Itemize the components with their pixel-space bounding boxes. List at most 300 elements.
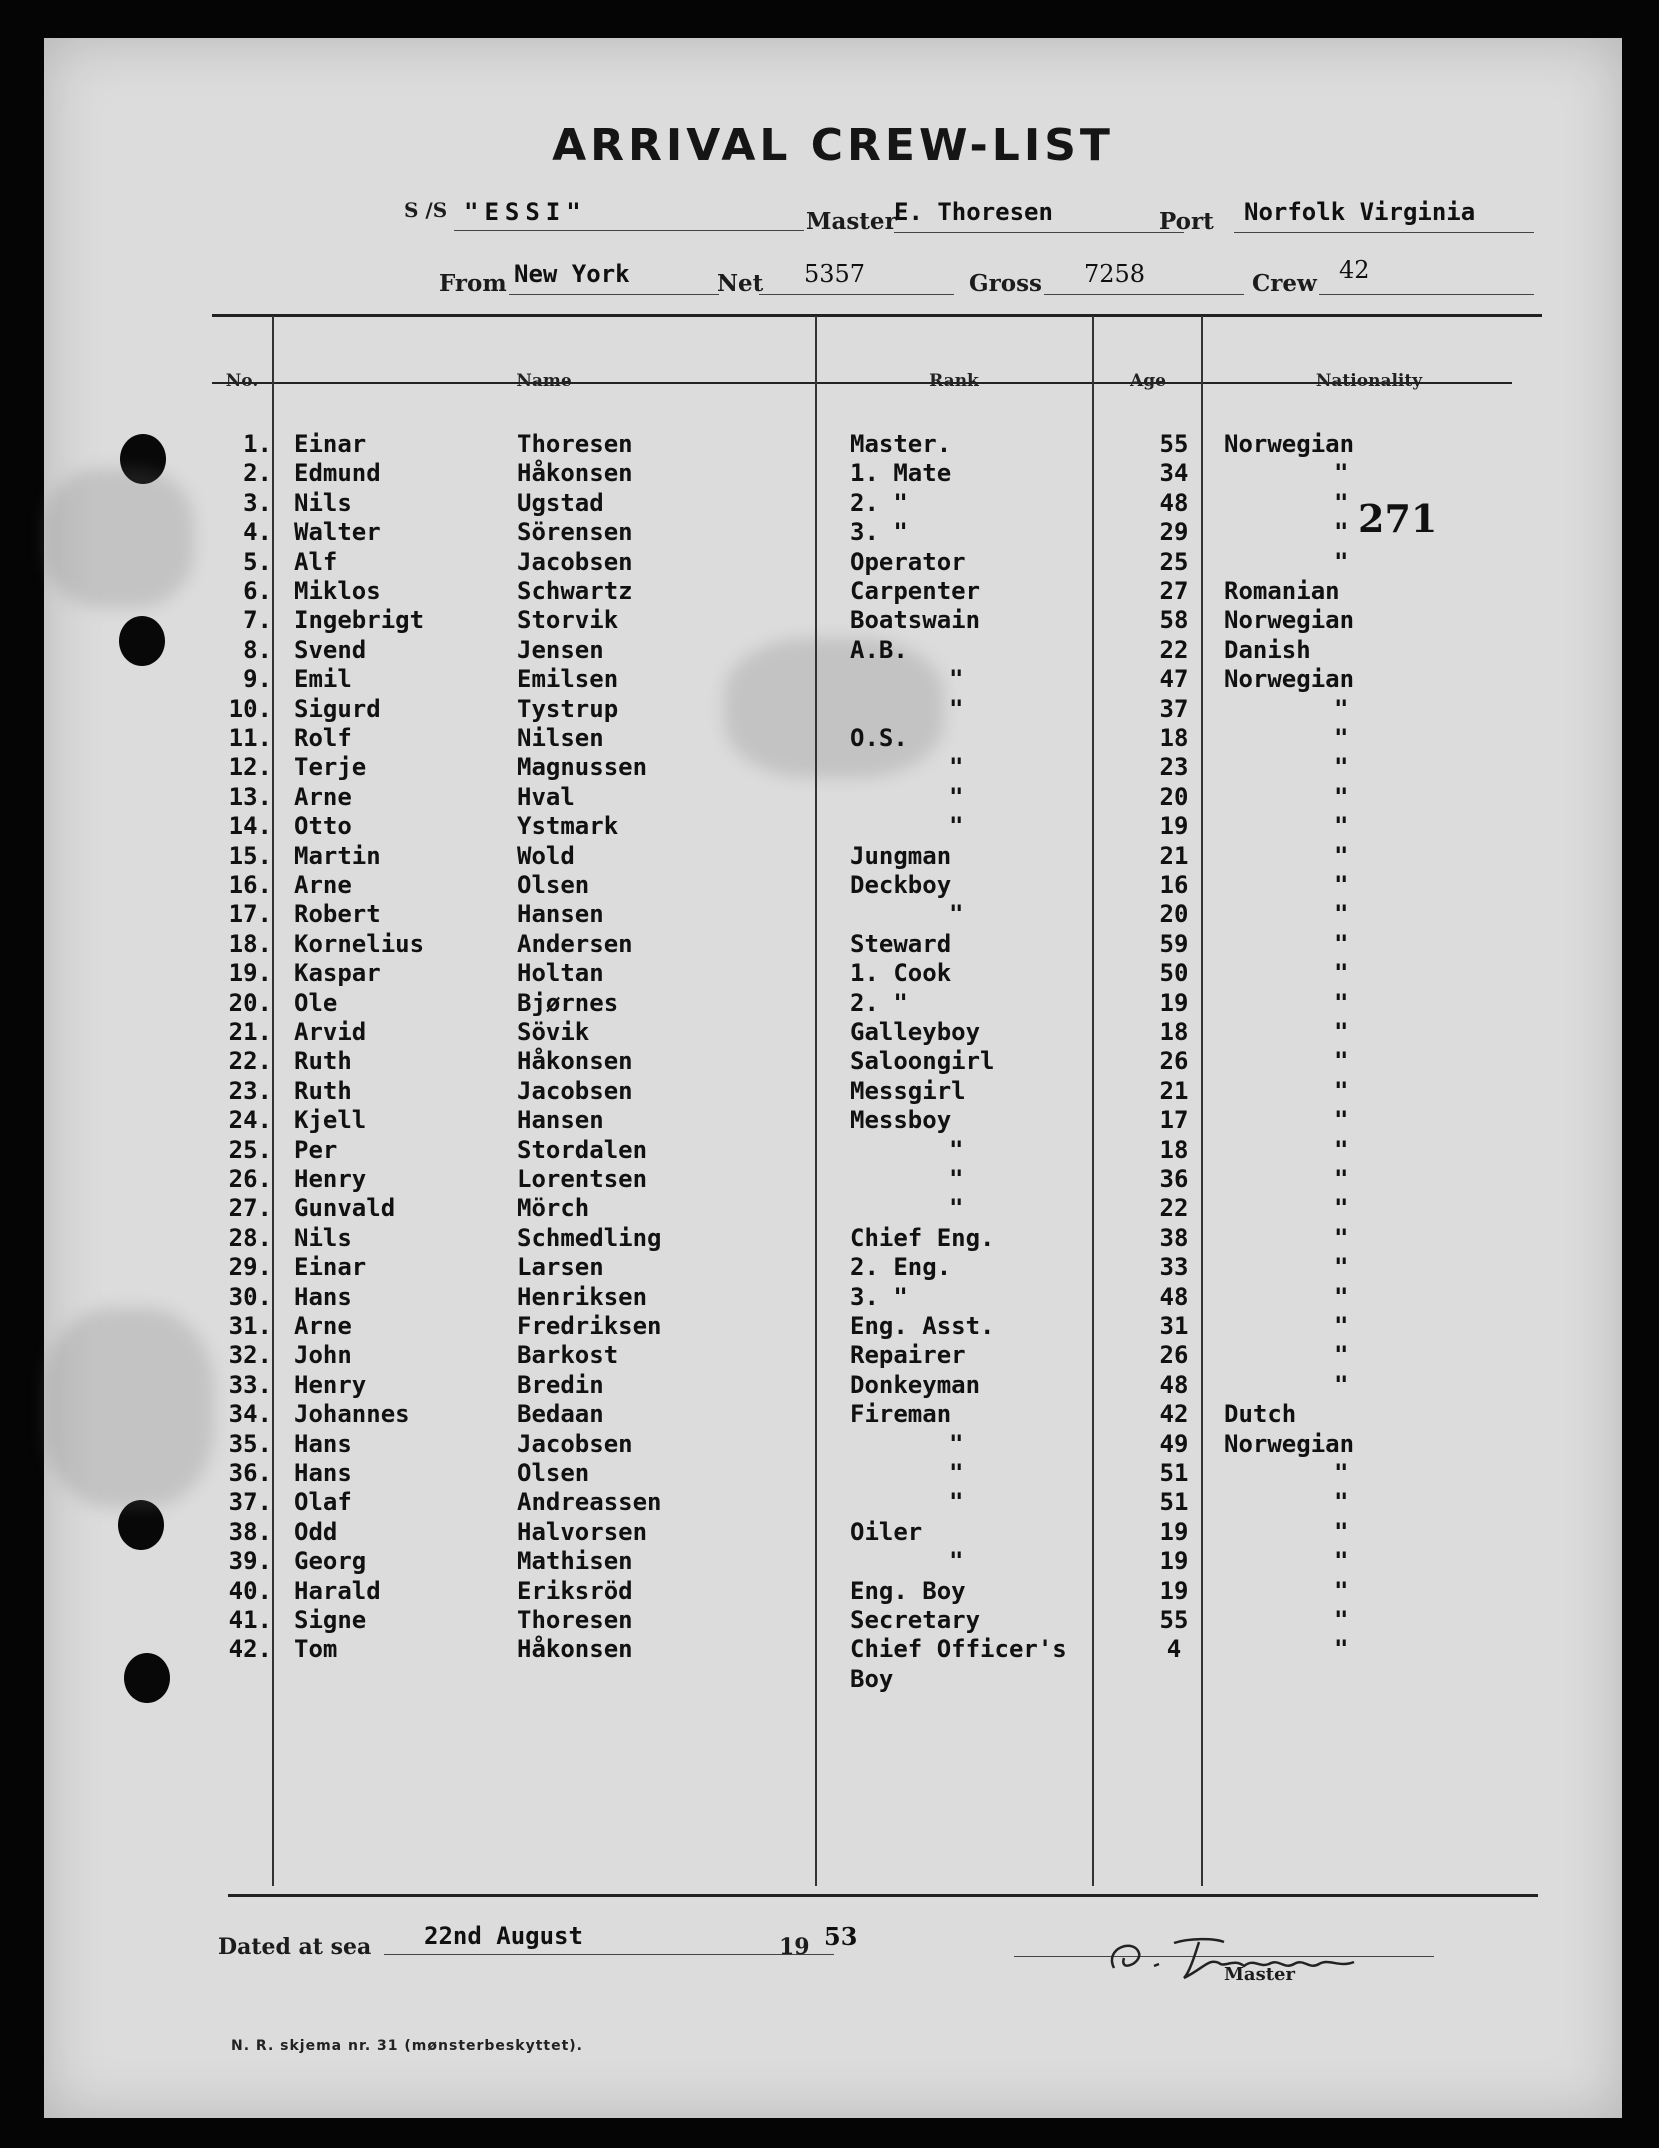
crew-no: 16.	[228, 871, 272, 899]
table-row	[44, 1136, 1622, 1165]
crew-first-name: Edmund	[294, 459, 381, 488]
crew-no: 23.	[228, 1076, 272, 1105]
crew-nationality: "	[1334, 1459, 1349, 1487]
table-row	[44, 842, 1622, 871]
crew-rank: 1. Mate	[850, 459, 952, 488]
crew-rank: O.S.	[850, 724, 908, 752]
crew-nationality: "	[1334, 724, 1349, 752]
crew-rank: 3. "	[850, 1282, 908, 1311]
crew-rank: Fireman	[850, 1400, 952, 1429]
crew-nationality: "	[1334, 1106, 1349, 1135]
crew-age: 29	[1159, 518, 1189, 547]
crew-nationality: "	[1334, 1576, 1349, 1605]
crew-rank: "	[949, 1488, 964, 1517]
crew-first-name: Georg	[294, 1547, 367, 1576]
crew-nationality: "	[1334, 1547, 1349, 1576]
crew-label: Crew	[1252, 270, 1317, 297]
crew-first-name: Arne	[294, 782, 352, 811]
crew-nationality: Danish	[1224, 635, 1311, 664]
crew-age: 23	[1159, 753, 1189, 782]
crew-first-name: Martin	[294, 841, 381, 870]
crew-last-name: Magnussen	[517, 753, 648, 782]
dated-underline	[384, 1954, 834, 1955]
table-row	[44, 1077, 1622, 1106]
table-row	[44, 1371, 1622, 1400]
master-label: Master	[806, 208, 897, 235]
crew-nationality: Norwegian	[1224, 665, 1355, 694]
table-row	[44, 1312, 1622, 1341]
crew-first-name: Hans	[294, 1429, 352, 1458]
crew-age: 18	[1159, 1135, 1189, 1164]
crew-first-name: Arvid	[294, 1018, 367, 1046]
crew-first-name: Rolf	[294, 724, 352, 752]
crew-age: 31	[1159, 1312, 1189, 1340]
crew-nationality: Norwegian	[1224, 430, 1355, 458]
crew-no: 13.	[228, 782, 272, 811]
from-label: From	[439, 270, 507, 297]
crew-last-name: Bredin	[517, 1370, 604, 1399]
table-row	[44, 430, 1622, 459]
crew-rank: Steward	[850, 929, 952, 958]
table-row	[44, 459, 1622, 488]
crew-age: 36	[1159, 1165, 1189, 1193]
crew-no: 39.	[228, 1547, 272, 1576]
crew-age: 48	[1159, 1282, 1189, 1311]
crew-rank: Messgirl	[850, 1076, 966, 1105]
crew-last-name: Lorentsen	[517, 1165, 648, 1193]
crew-last-name: Barkost	[517, 1341, 619, 1370]
crew-age: 20	[1159, 782, 1189, 811]
crew-rank-continuation: Boy	[850, 1664, 894, 1693]
master-sign-label: Master	[1224, 1964, 1295, 1985]
crew-no: 27.	[228, 1194, 272, 1223]
crew-rank: Chief Officer's	[850, 1635, 1067, 1664]
crew-nationality: "	[1334, 753, 1349, 782]
port-label: Port	[1159, 208, 1214, 235]
crew-nationality: "	[1334, 1606, 1349, 1634]
crew-first-name: Harald	[294, 1576, 381, 1605]
crew-no: 28.	[228, 1223, 272, 1252]
crew-rank: "	[949, 1194, 964, 1223]
crew-rank: Eng. Boy	[850, 1576, 966, 1605]
crew-rank: Deckboy	[850, 871, 952, 899]
crew-nationality: "	[1334, 518, 1349, 547]
crew-no: 18.	[228, 929, 272, 958]
table-row	[44, 636, 1622, 665]
form-footer: N. R. skjema nr. 31 (mønsterbeskyttet).	[231, 2038, 583, 2054]
crew-no: 11.	[228, 724, 272, 752]
crew-age: 55	[1159, 430, 1189, 458]
table-row	[44, 606, 1622, 635]
crew-no: 29.	[228, 1253, 272, 1282]
crew-age: 19	[1159, 988, 1189, 1017]
crew-no: 5.	[243, 547, 272, 576]
crew-rank: "	[949, 665, 964, 694]
crew-last-name: Andreassen	[517, 1488, 662, 1517]
table-top-rule	[212, 314, 1542, 317]
crew-last-name: Olsen	[517, 871, 590, 899]
crew-last-name: Jacobsen	[517, 547, 633, 576]
crew-nationality: "	[1334, 812, 1349, 841]
crew-last-name: Hval	[517, 782, 575, 811]
crew-age: 18	[1159, 724, 1189, 752]
crew-first-name: Signe	[294, 1606, 367, 1634]
table-row	[44, 1400, 1622, 1429]
crew-nationality: "	[1334, 1635, 1349, 1664]
crew-rank: Chief Eng.	[850, 1223, 995, 1252]
crew-age: 25	[1159, 547, 1189, 576]
crew-last-name: Andersen	[517, 929, 633, 958]
crew-nationality: Norwegian	[1224, 606, 1355, 635]
gross-value: 7258	[1084, 260, 1146, 288]
crew-last-name: Larsen	[517, 1253, 604, 1282]
crew-nationality: "	[1334, 1370, 1349, 1399]
crew-last-name: Bedaan	[517, 1400, 604, 1429]
crew-nationality: "	[1334, 1018, 1349, 1046]
crew-first-name: Nils	[294, 1223, 352, 1252]
crew-rank: "	[949, 900, 964, 929]
crew-age: 51	[1159, 1459, 1189, 1487]
crew-nationality: "	[1334, 929, 1349, 958]
crew-rank: 2. Eng.	[850, 1253, 952, 1282]
crew-nationality: "	[1334, 1047, 1349, 1076]
crew-rank: Messboy	[850, 1106, 952, 1135]
gross-underline	[1044, 294, 1244, 295]
crew-no: 37.	[228, 1488, 272, 1517]
crew-nationality: "	[1334, 1135, 1349, 1164]
crew-first-name: Terje	[294, 753, 367, 782]
crew-first-name: Arne	[294, 1312, 352, 1340]
table-row	[44, 724, 1622, 753]
crew-nationality: "	[1334, 871, 1349, 899]
crew-rank: 3. "	[850, 518, 908, 547]
crew-rank: "	[949, 1135, 964, 1164]
crew-first-name: Nils	[294, 488, 352, 517]
table-row	[44, 1547, 1622, 1576]
crew-rank: 2. "	[850, 488, 908, 517]
crew-no: 10.	[228, 694, 272, 723]
header-rank: Rank	[929, 371, 979, 391]
stamp-number: 271	[1358, 496, 1438, 541]
crew-age: 50	[1159, 959, 1189, 988]
crew-age: 48	[1159, 1370, 1189, 1399]
crew-last-name: Håkonsen	[517, 459, 633, 488]
table-row	[44, 548, 1622, 577]
crew-age: 4	[1166, 1635, 1182, 1664]
crew-last-name: Emilsen	[517, 665, 619, 694]
crew-rank: Saloongirl	[850, 1047, 995, 1076]
crew-no: 34.	[228, 1400, 272, 1429]
crew-first-name: Kjell	[294, 1106, 367, 1135]
table-row	[44, 1635, 1622, 1664]
crew-first-name: Per	[294, 1135, 338, 1164]
master-value: E. Thoresen	[894, 198, 1053, 226]
dated-label: Dated at sea	[218, 1934, 372, 1960]
crew-first-name: Otto	[294, 812, 352, 841]
crew-age: 59	[1159, 929, 1189, 958]
crew-last-name: Olsen	[517, 1459, 590, 1487]
crew-no: 7.	[243, 606, 272, 635]
crew-last-name: Fredriksen	[517, 1312, 662, 1340]
crew-last-name: Jacobsen	[517, 1429, 633, 1458]
header-nationality: Nationality	[1315, 371, 1423, 391]
crew-age: 22	[1159, 635, 1189, 664]
crew-age: 27	[1159, 577, 1189, 605]
crew-first-name: Hans	[294, 1282, 352, 1311]
table-row	[44, 871, 1622, 900]
crew-last-name: Schwartz	[517, 577, 633, 605]
crew-no: 19.	[228, 959, 272, 988]
ship-name: "ESSI"	[464, 198, 587, 226]
crew-last-name: Stordalen	[517, 1135, 648, 1164]
crew-first-name: Tom	[294, 1635, 338, 1664]
crew-age: 58	[1159, 606, 1189, 635]
crew-last-name: Henriksen	[517, 1282, 648, 1311]
crew-last-name: Sörensen	[517, 518, 633, 547]
crew-last-name: Jacobsen	[517, 1076, 633, 1105]
crew-age: 48	[1159, 488, 1189, 517]
crew-last-name: Eriksröd	[517, 1576, 633, 1605]
crew-first-name: Svend	[294, 635, 367, 664]
header-age: Age	[1130, 371, 1166, 391]
table-row	[44, 1459, 1622, 1488]
crew-nationality: "	[1334, 547, 1349, 576]
crew-age: 21	[1159, 841, 1189, 870]
crew-rank: "	[949, 812, 964, 841]
crew-last-name: Schmedling	[517, 1223, 662, 1252]
table-row	[44, 1577, 1622, 1606]
crew-no: 17.	[228, 900, 272, 929]
crew-nationality: "	[1334, 1282, 1349, 1311]
crew-last-name: Storvik	[517, 606, 619, 635]
table-row	[44, 900, 1622, 929]
year-prefix: 19	[779, 1934, 810, 1960]
table-row	[44, 1018, 1622, 1047]
crew-first-name: Einar	[294, 1253, 367, 1282]
crew-last-name: Håkonsen	[517, 1047, 633, 1076]
crew-first-name: Hans	[294, 1459, 352, 1487]
crew-last-name: Mathisen	[517, 1547, 633, 1576]
crew-age: 19	[1159, 1576, 1189, 1605]
header-no: No.	[225, 371, 259, 391]
crew-last-name: Thoresen	[517, 430, 633, 458]
crew-no: 8.	[243, 635, 272, 664]
crew-rank: Eng. Asst.	[850, 1312, 995, 1340]
crew-no: 30.	[228, 1282, 272, 1311]
crew-nationality: Romanian	[1224, 577, 1340, 605]
table-row	[44, 959, 1622, 988]
crew-first-name: Olaf	[294, 1488, 352, 1517]
crew-nationality: "	[1334, 459, 1349, 488]
crew-nationality: "	[1334, 1341, 1349, 1370]
crew-nationality: "	[1334, 841, 1349, 870]
crew-age: 18	[1159, 1018, 1189, 1046]
crew-last-name: Hansen	[517, 1106, 604, 1135]
crew-no: 40.	[228, 1576, 272, 1605]
crew-age: 19	[1159, 1517, 1189, 1546]
crew-last-name: Nilsen	[517, 724, 604, 752]
crew-rank: Master.	[850, 430, 952, 458]
crew-rank: "	[949, 1165, 964, 1193]
crew-nationality: "	[1334, 1312, 1349, 1340]
crew-first-name: Walter	[294, 518, 381, 547]
crew-rank: A.B.	[850, 635, 908, 664]
crew-last-name: Thoresen	[517, 1606, 633, 1634]
crew-age: 19	[1159, 812, 1189, 841]
crew-nationality: "	[1334, 488, 1349, 517]
crew-rank: Boatswain	[850, 606, 981, 635]
crew-nationality: "	[1334, 1223, 1349, 1252]
crew-nationality: "	[1334, 959, 1349, 988]
document-title: ARRIVAL CREW-LIST	[552, 120, 1114, 171]
table-row	[44, 1606, 1622, 1635]
crew-nationality: "	[1334, 782, 1349, 811]
ship-prefix-label: S /S	[404, 198, 448, 222]
crew-last-name: Sövik	[517, 1018, 590, 1046]
table-row	[44, 1194, 1622, 1223]
table-row	[44, 1165, 1622, 1194]
table-row	[44, 1253, 1622, 1282]
table-row	[44, 1283, 1622, 1312]
crew-rank: 2. "	[850, 988, 908, 1017]
crew-first-name: Ruth	[294, 1076, 352, 1105]
crew-first-name: Gunvald	[294, 1194, 396, 1223]
crew-last-name: Wold	[517, 841, 575, 870]
ship-underline	[454, 230, 804, 231]
year-suffix: 53	[824, 1922, 858, 1951]
master-underline	[894, 232, 1184, 233]
crew-age: 38	[1159, 1223, 1189, 1252]
table-row	[44, 812, 1622, 841]
crew-age: 42	[1159, 1400, 1189, 1429]
crew-no: 20.	[228, 988, 272, 1017]
crew-age: 21	[1159, 1076, 1189, 1105]
table-row	[44, 783, 1622, 812]
crew-first-name: Kornelius	[294, 929, 425, 958]
crew-nationality: "	[1334, 900, 1349, 929]
crew-rank: "	[949, 1429, 964, 1458]
crew-rank: Oiler	[850, 1517, 923, 1546]
crew-rank: Repairer	[850, 1341, 966, 1370]
crew-value: 42	[1339, 256, 1370, 284]
crew-age: 55	[1159, 1606, 1189, 1634]
crew-age: 51	[1159, 1488, 1189, 1517]
crew-age: 16	[1159, 871, 1189, 899]
port-value: Norfolk Virginia	[1244, 198, 1476, 226]
table-bottom-rule	[228, 1894, 1538, 1897]
table-row	[44, 577, 1622, 606]
crew-first-name: Henry	[294, 1165, 367, 1193]
crew-first-name: Miklos	[294, 577, 381, 605]
crew-rank: "	[949, 753, 964, 782]
crew-rank: Operator	[850, 547, 966, 576]
crew-rank: Galleyboy	[850, 1018, 981, 1046]
net-label: Net	[717, 270, 764, 297]
port-underline	[1234, 232, 1534, 233]
crew-no: 15.	[228, 841, 272, 870]
crew-no: 31.	[228, 1312, 272, 1340]
crew-first-name: Henry	[294, 1370, 367, 1399]
crew-rank: "	[949, 694, 964, 723]
crew-nationality: "	[1334, 988, 1349, 1017]
crew-underline	[1319, 294, 1534, 295]
crew-first-name: Einar	[294, 430, 367, 458]
crew-nationality: "	[1334, 1165, 1349, 1193]
crew-last-name: Tystrup	[517, 694, 619, 723]
crew-first-name: Sigurd	[294, 694, 381, 723]
table-row	[44, 1224, 1622, 1253]
crew-age: 49	[1159, 1429, 1189, 1458]
crew-first-name: Robert	[294, 900, 381, 929]
crew-age: 20	[1159, 900, 1189, 929]
crew-no: 38.	[228, 1517, 272, 1546]
crew-last-name: Ystmark	[517, 812, 619, 841]
crew-first-name: John	[294, 1341, 352, 1370]
crew-last-name: Halvorsen	[517, 1517, 648, 1546]
gross-label: Gross	[969, 270, 1042, 297]
crew-rank: 1. Cook	[850, 959, 952, 988]
crew-no: 6.	[243, 577, 272, 605]
crew-rank: Donkeyman	[850, 1370, 981, 1399]
table-row	[44, 1341, 1622, 1370]
table-row	[44, 695, 1622, 724]
crew-age: 22	[1159, 1194, 1189, 1223]
crew-no: 14.	[228, 812, 272, 841]
crew-first-name: Alf	[294, 547, 338, 576]
table-row	[44, 1518, 1622, 1547]
crew-no: 3.	[243, 488, 272, 517]
crew-first-name: Johannes	[294, 1400, 410, 1429]
crew-rank: Carpenter	[850, 577, 981, 605]
crew-first-name: Arne	[294, 871, 352, 899]
from-underline	[509, 294, 719, 295]
crew-first-name: Ole	[294, 988, 338, 1017]
table-row-continuation	[44, 1665, 1622, 1694]
table-row	[44, 665, 1622, 694]
crew-last-name: Bjørnes	[517, 988, 619, 1017]
crew-age: 26	[1159, 1047, 1189, 1076]
crew-no: 26.	[228, 1165, 272, 1193]
net-underline	[759, 294, 954, 295]
crew-rank: "	[949, 1459, 964, 1487]
crew-last-name: Hansen	[517, 900, 604, 929]
crew-no: 24.	[228, 1106, 272, 1135]
table-row	[44, 1047, 1622, 1076]
crew-nationality: "	[1334, 1253, 1349, 1282]
dated-value: 22nd August	[424, 1922, 583, 1950]
crew-last-name: Jensen	[517, 635, 604, 664]
crew-last-name: Mörch	[517, 1194, 590, 1223]
crew-no: 33.	[228, 1370, 272, 1399]
crew-age: 26	[1159, 1341, 1189, 1370]
crew-nationality: "	[1334, 1194, 1349, 1223]
crew-age: 17	[1159, 1106, 1189, 1135]
crew-nationality: "	[1334, 1517, 1349, 1546]
crew-no: 42.	[228, 1635, 272, 1664]
crew-no: 9.	[243, 665, 272, 694]
crew-last-name: Håkonsen	[517, 1635, 633, 1664]
crew-age: 33	[1159, 1253, 1189, 1282]
table-row	[44, 1106, 1622, 1135]
table-row	[44, 930, 1622, 959]
crew-age: 47	[1159, 665, 1189, 694]
document-sheet	[44, 38, 1622, 2118]
crew-last-name: Holtan	[517, 959, 604, 988]
crew-nationality: Dutch	[1224, 1400, 1297, 1429]
table-row	[44, 1430, 1622, 1459]
crew-rank: "	[949, 782, 964, 811]
crew-rank: Secretary	[850, 1606, 981, 1634]
